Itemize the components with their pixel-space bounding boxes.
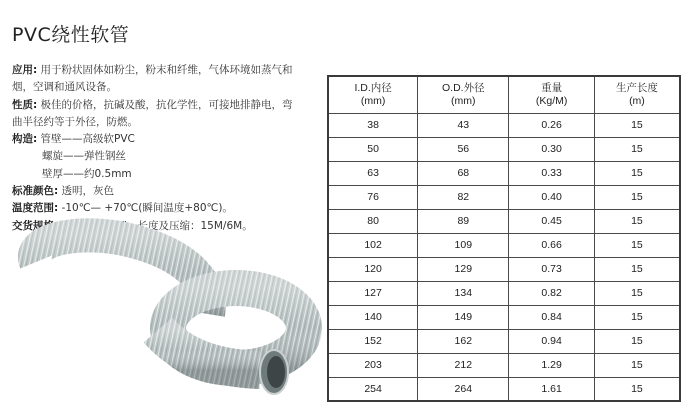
table-row [328,353,680,377]
cell-length: 15 [594,113,680,137]
cell-outer-diameter: 264 [418,377,509,401]
cell-weight: 0.33 [509,161,595,185]
cell-weight: 0.30 [509,137,595,161]
table-row [328,377,680,401]
page-title: PVC绕性软管 [12,24,130,46]
cell-length: 15 [594,281,680,305]
cell-outer-diameter: 43 [418,113,509,137]
property-row [12,97,312,114]
temperature-label: 温度范围: [12,202,59,215]
cell-outer-diameter: 109 [418,233,509,257]
cell-weight: 1.29 [509,353,595,377]
header-outer-diameter: O.D.外径 (mm) [418,76,509,113]
cell-weight: 0.66 [509,233,595,257]
header-weight: 重量 (Kg/M) [509,76,595,113]
header-inner-diameter: I.D.内径 (mm) [328,76,418,113]
property-text-cont: 曲半径约等于外径，防燃。 [12,115,138,128]
application-row [12,62,312,79]
table-row [328,113,680,137]
structure-label: 构造: [12,133,38,146]
cell-inner-diameter: 38 [328,113,418,137]
cell-outer-diameter: 162 [418,329,509,353]
cell-outer-diameter: 82 [418,185,509,209]
cell-inner-diameter: 254 [328,377,418,401]
cell-length: 15 [594,257,680,281]
cell-weight: 0.82 [509,281,595,305]
table-row [328,257,680,281]
table-row [328,281,680,305]
table-row [328,137,680,161]
cell-outer-diameter: 89 [418,209,509,233]
delivery-value: 1-1/2”— 10”，长度及压缩：15M/6M。 [61,219,253,232]
cell-weight: 0.73 [509,257,595,281]
structure-wall: 管壁——高级软PVC [40,133,135,146]
cell-inner-diameter: 76 [328,185,418,209]
structure-spiral-row [12,148,312,165]
cell-inner-diameter: 203 [328,353,418,377]
cell-length: 15 [594,305,680,329]
table-row [328,233,680,257]
structure-thickness-row [12,166,312,183]
cell-length: 15 [594,353,680,377]
cell-weight: 0.40 [509,185,595,209]
table-row [328,185,680,209]
spec-description [12,62,312,235]
cell-outer-diameter: 129 [418,257,509,281]
temperature-value: -10℃— +70℃(瞬间温度+80℃)。 [61,202,233,215]
application-text-cont: 烟，空调和通风设备。 [12,81,117,94]
cell-length: 15 [594,161,680,185]
table-row [328,329,680,353]
cell-weight: 0.94 [509,329,595,353]
cell-length: 15 [594,185,680,209]
cell-weight: 0.26 [509,113,595,137]
property-text: 极佳的价格，抗碱及酸，抗化学性，可接地排静电，弯 [40,98,293,111]
cell-length: 15 [594,233,680,257]
cell-length: 15 [594,137,680,161]
structure-row [12,131,312,148]
delivery-label: 交货规格: [12,219,59,232]
cell-inner-diameter: 63 [328,161,418,185]
table-row [328,305,680,329]
cell-weight: 1.61 [509,377,595,401]
cell-weight: 0.45 [509,209,595,233]
color-row [12,183,312,200]
temperature-row [12,200,312,217]
structure-spiral: 螺旋——弹性钢丝 [42,150,126,163]
cell-inner-diameter: 120 [328,257,418,281]
cell-inner-diameter: 102 [328,233,418,257]
table-header-row [328,76,680,113]
hose-product-image [8,218,326,398]
cell-inner-diameter: 140 [328,305,418,329]
cell-inner-diameter: 152 [328,329,418,353]
cell-length: 15 [594,209,680,233]
cell-weight: 0.84 [509,305,595,329]
cell-outer-diameter: 56 [418,137,509,161]
color-value: 透明，灰色 [61,185,115,198]
cell-length: 15 [594,377,680,401]
cell-length: 15 [594,329,680,353]
header-length: 生产长度 (m) [594,76,680,113]
cell-outer-diameter: 149 [418,305,509,329]
specification-table [327,75,681,402]
cell-inner-diameter: 127 [328,281,418,305]
cell-inner-diameter: 80 [328,209,418,233]
application-text: 用于粉状固体如粉尘，粉末和纤维，气体环境如蒸气和 [40,64,293,76]
property-label: 性质: [12,98,38,111]
cell-outer-diameter: 68 [418,161,509,185]
application-label: 应用: [12,64,38,76]
color-label: 标准颜色: [12,185,59,198]
structure-thickness: 壁厚——约0.5mm [42,167,132,180]
table-row [328,161,680,185]
cell-outer-diameter: 212 [418,353,509,377]
application-row-cont [12,79,312,96]
cell-outer-diameter: 134 [418,281,509,305]
property-row-cont [12,114,312,131]
table-row [328,209,680,233]
cell-inner-diameter: 50 [328,137,418,161]
